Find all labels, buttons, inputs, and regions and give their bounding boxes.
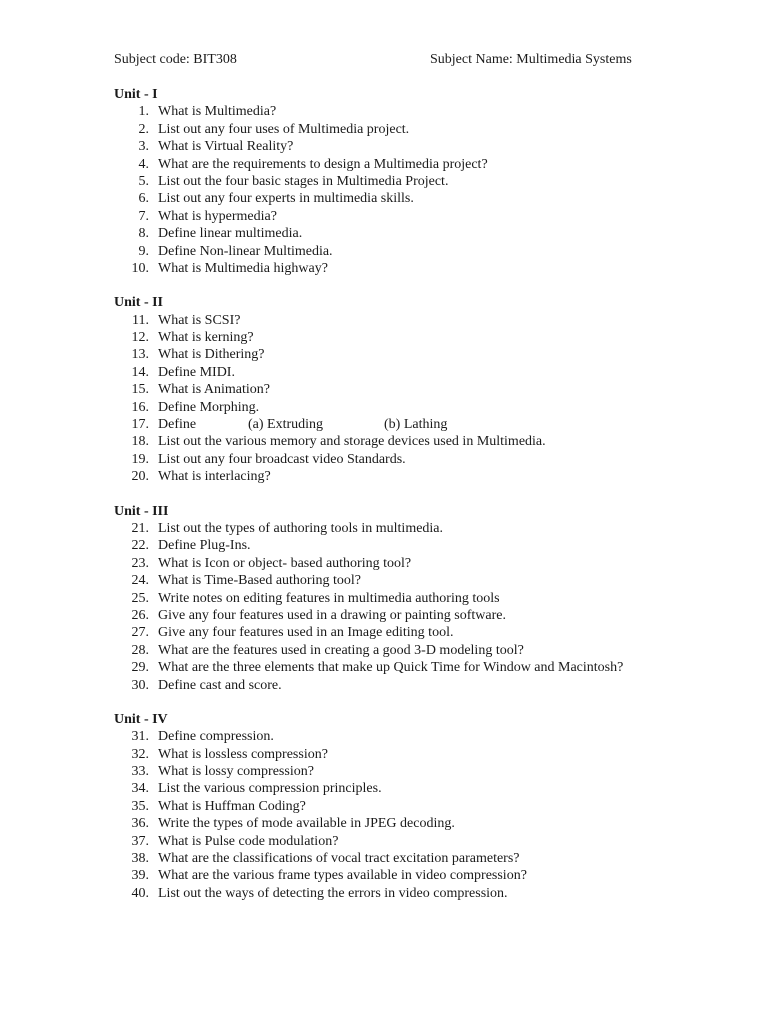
- question-number: 8.: [138, 226, 149, 242]
- question-text: What is kerning?: [158, 330, 254, 346]
- question-number: 24.: [131, 573, 149, 589]
- question-number: 2.: [138, 121, 149, 137]
- question-item: [114, 677, 714, 694]
- question-list: [114, 103, 714, 277]
- question-text: List out any four broadcast video Standards.: [158, 451, 406, 467]
- question-number: 22.: [131, 538, 149, 554]
- question-text: What is Virtual Reality?: [158, 139, 294, 155]
- question-text: What is lossy compression?: [158, 764, 314, 780]
- question-number: 5.: [138, 173, 149, 189]
- question-item: [114, 225, 714, 242]
- question-item: [114, 555, 714, 572]
- question-item: [114, 243, 714, 260]
- question-item: [114, 173, 714, 190]
- question-text: What is Huffman Coding?: [158, 798, 306, 814]
- question-item: [114, 103, 714, 120]
- question-item: [114, 329, 714, 346]
- unit-section: [114, 86, 714, 277]
- question-item: [114, 746, 714, 763]
- question-number: 40.: [131, 885, 149, 901]
- question-number: 23.: [131, 555, 149, 571]
- question-item: [114, 833, 714, 850]
- unit-section: [114, 294, 714, 485]
- question-part-b: (b) Lathing: [384, 417, 448, 433]
- question-number: 17.: [131, 417, 149, 433]
- question-number: 3.: [138, 139, 149, 155]
- question-part-a: (a) Extruding: [248, 417, 324, 433]
- question-text: List out any four uses of Multimedia project.: [158, 121, 410, 137]
- question-text: What is Animation?: [158, 382, 270, 398]
- question-number: 14.: [131, 364, 149, 380]
- question-text: Define MIDI.: [158, 364, 235, 380]
- question-item: [114, 850, 714, 867]
- question-number: 32.: [131, 746, 149, 762]
- question-number: 35.: [131, 798, 149, 814]
- subject-code: Subject code: BIT308: [114, 52, 237, 67]
- question-item: [114, 815, 714, 832]
- question-text: List out the four basic stages in Multimedia Project.: [158, 173, 449, 189]
- question-text: What is Multimedia?: [158, 104, 277, 120]
- question-item: [114, 208, 714, 225]
- question-text: List out the ways of detecting the errors in video compression.: [158, 885, 508, 901]
- question-text: What is Time-Based authoring tool?: [158, 573, 361, 589]
- unit-section: [114, 503, 714, 694]
- question-item: [114, 433, 714, 450]
- question-text: List out any four experts in multimedia skills.: [158, 191, 414, 207]
- question-item: [114, 780, 714, 797]
- question-text: What is Icon or object- based authoring tool?: [158, 555, 412, 571]
- unit-section: [114, 711, 714, 902]
- question-number: 34.: [131, 781, 149, 797]
- question-item: [114, 798, 714, 815]
- question-number: 20.: [131, 469, 149, 485]
- question-number: 37.: [131, 833, 149, 849]
- question-text: List out the various memory and storage devices used in Multimedia.: [158, 434, 546, 450]
- unit-title: Unit - III: [114, 503, 169, 519]
- question-item: [114, 156, 714, 173]
- question-number: 11.: [132, 312, 149, 328]
- question-number: 18.: [131, 434, 149, 450]
- question-number: 33.: [131, 764, 149, 780]
- question-text: What is hypermedia?: [158, 208, 277, 224]
- question-item: [114, 885, 714, 902]
- unit-title: Unit - IV: [114, 711, 168, 727]
- question-number: 36.: [131, 816, 149, 832]
- question-text: What is Multimedia highway?: [158, 260, 328, 276]
- question-text: Give any four features used in an Image editing tool.: [158, 625, 454, 641]
- unit-title: Unit - I: [114, 87, 158, 102]
- question-number: 28.: [131, 642, 149, 658]
- question-number: 21.: [131, 520, 149, 536]
- subject-name: Subject Name: Multimedia Systems: [430, 52, 632, 67]
- unit-title: Unit - II: [114, 295, 164, 311]
- question-number: 30.: [131, 677, 149, 693]
- question-text: What are the requirements to design a Multimedia project?: [158, 156, 488, 172]
- question-number: 19.: [131, 451, 149, 467]
- question-text: What is SCSI?: [158, 312, 241, 328]
- question-item: [114, 399, 714, 416]
- question-list: [114, 520, 714, 694]
- question-number: 39.: [131, 868, 149, 884]
- question-number: 7.: [138, 208, 149, 224]
- question-number: 25.: [131, 590, 149, 606]
- question-item: [114, 537, 714, 554]
- question-item: [114, 572, 714, 589]
- question-text: Define Plug-Ins.: [158, 538, 251, 554]
- question-number: 15.: [131, 382, 149, 398]
- question-text: What is lossless compression?: [158, 746, 328, 762]
- question-item: [114, 190, 714, 207]
- question-item: [114, 590, 714, 607]
- question-item: [114, 451, 714, 468]
- question-text: Define cast and score.: [158, 677, 282, 693]
- question-text: Define: [158, 417, 197, 433]
- question-item: [114, 346, 714, 363]
- question-text: What is interlacing?: [158, 469, 271, 485]
- question-text: Define linear multimedia.: [158, 226, 303, 242]
- question-item: [114, 260, 714, 277]
- question-item: [114, 416, 714, 433]
- units-container: [114, 86, 714, 919]
- question-number: 27.: [131, 625, 149, 641]
- question-list: [114, 728, 714, 902]
- question-number: 16.: [131, 399, 149, 415]
- question-item: [114, 121, 714, 138]
- question-list: [114, 312, 714, 486]
- question-number: 13.: [131, 347, 149, 363]
- question-text: Define Morphing.: [158, 399, 260, 415]
- question-number: 26.: [131, 607, 149, 623]
- question-item: [114, 763, 714, 780]
- question-item: [114, 642, 714, 659]
- question-number: 1.: [138, 104, 149, 120]
- question-text: What is Dithering?: [158, 347, 265, 363]
- question-number: 38.: [131, 851, 149, 867]
- question-text: What are the three elements that make up Quick Time for Window and Macintosh?: [158, 660, 624, 676]
- question-text: What are the classifications of vocal tract excitation parameters?: [158, 851, 520, 867]
- question-text: List the various compression principles.: [158, 781, 382, 797]
- question-item: [114, 312, 714, 329]
- page-header: [114, 51, 674, 69]
- question-number: 12.: [131, 330, 149, 346]
- question-text: Define compression.: [158, 729, 274, 745]
- question-item: [114, 468, 714, 485]
- question-item: [114, 364, 714, 381]
- question-item: [114, 138, 714, 155]
- question-text: What are the various frame types available in video compression?: [158, 868, 527, 884]
- question-number: 10.: [131, 260, 149, 276]
- question-number: 29.: [131, 660, 149, 676]
- question-number: 6.: [138, 191, 149, 207]
- question-text: Write notes on editing features in multimedia authoring tools: [158, 590, 500, 606]
- question-item: [114, 659, 714, 676]
- question-item: [114, 867, 714, 884]
- question-item: [114, 381, 714, 398]
- question-text: What are the features used in creating a good 3-D modeling tool?: [158, 642, 524, 658]
- question-text: Give any four features used in a drawing or painting software.: [158, 607, 506, 623]
- question-number: 9.: [138, 243, 149, 259]
- question-number: 31.: [131, 729, 149, 745]
- question-item: [114, 520, 714, 537]
- question-text: Write the types of mode available in JPEG decoding.: [158, 816, 455, 832]
- question-text: What is Pulse code modulation?: [158, 833, 339, 849]
- question-item: [114, 728, 714, 745]
- question-item: [114, 624, 714, 641]
- question-item: [114, 607, 714, 624]
- question-text: List out the types of authoring tools in multimedia.: [158, 520, 444, 536]
- question-number: 4.: [138, 156, 149, 172]
- question-text: Define Non-linear Multimedia.: [158, 243, 333, 259]
